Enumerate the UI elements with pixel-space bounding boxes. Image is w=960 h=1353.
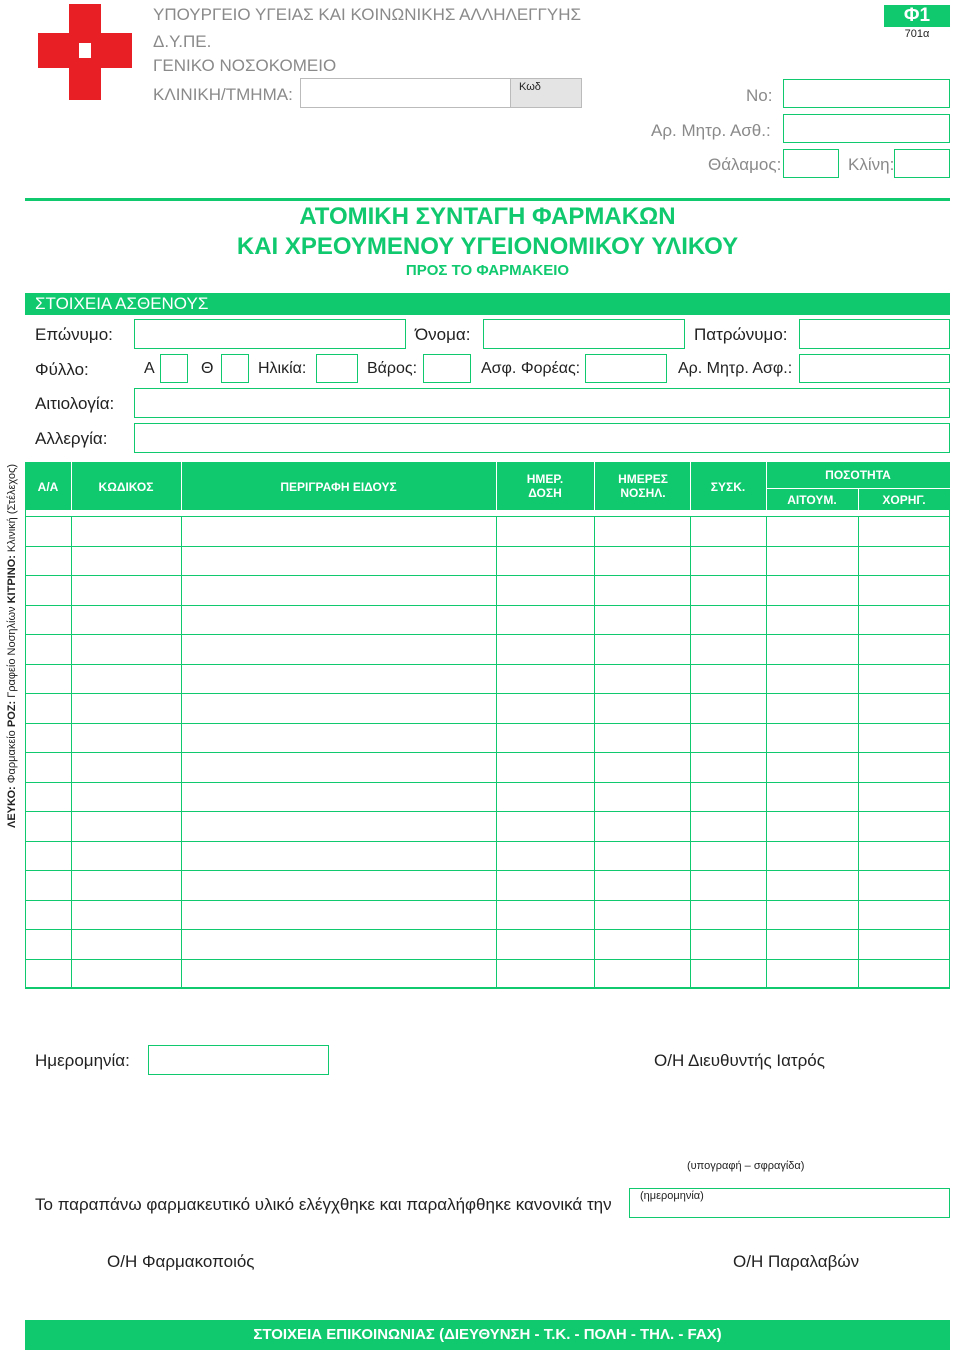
female-checkbox[interactable] <box>221 354 249 383</box>
reason-label: Αιτιολογία: <box>35 394 115 413</box>
sex-label: Φύλλο: <box>35 360 89 379</box>
contact-footer <box>25 1320 950 1350</box>
table-row <box>25 693 950 694</box>
title-line-1: ΑΤΟΜΙΚΗ ΣΥΝΤΑΓΗ ΦΑΡΜΑΚΩΝ <box>299 203 676 230</box>
col-aa: Α/Α <box>37 480 59 494</box>
table-row <box>25 664 950 665</box>
bed-label: Κλίνη: <box>848 155 895 174</box>
name-field[interactable] <box>483 319 685 349</box>
table-row <box>25 782 950 783</box>
clinic-code-field[interactable] <box>510 78 582 108</box>
signature-note: (υπογραφή – σφραγίδα) <box>687 1160 805 1172</box>
clinic-label: ΚΛΙΝΙΚΗ/ΤΜΗΜΑ: <box>153 85 293 104</box>
red-cross-logo <box>38 4 132 100</box>
received-date-field[interactable] <box>629 1188 950 1218</box>
copies-yellow-label: ΚΙΤΡΙΝΟ: <box>6 555 18 604</box>
no-field[interactable] <box>783 79 950 108</box>
col-hosp-days: ΗΜΕΡΕΣ ΝΟΣΗΛ. <box>618 472 668 500</box>
title-top-rule <box>25 198 950 201</box>
copies-pink-label: ΡΟΖ: <box>6 700 18 728</box>
female-label: Θ <box>201 360 214 377</box>
date-field[interactable] <box>148 1045 329 1075</box>
table-row <box>25 900 950 901</box>
pharmacist-label: Ο/Η Φαρμακοποιός <box>107 1252 255 1271</box>
hospital-name: ΓΕΝΙΚΟ ΝΟΣΟΚΟΜΕΙΟ <box>153 56 337 75</box>
surname-label: Επώνυμο: <box>35 325 113 344</box>
patient-section-header <box>25 293 950 315</box>
male-label: Α <box>144 360 155 377</box>
form-badge-text: Φ1 <box>903 5 931 26</box>
col-code: ΚΩΔΙΚΟΣ <box>98 480 154 494</box>
reason-field[interactable] <box>134 388 950 418</box>
table-row <box>25 841 950 842</box>
no-label: Νο: <box>746 86 773 105</box>
dype-label: Δ.Υ.ΠΕ. <box>153 32 212 51</box>
header-divider <box>766 462 767 510</box>
table-row <box>25 723 950 724</box>
male-checkbox[interactable] <box>160 354 188 383</box>
surname-field[interactable] <box>134 319 406 349</box>
header-divider <box>858 488 859 510</box>
copies-note <box>6 376 18 916</box>
received-text: Το παραπάνω φαρμακευτικό υλικό ελέγχθηκε και παραλήφθηκε κανονικά την <box>35 1195 612 1214</box>
patient-reg-field[interactable] <box>783 114 950 143</box>
receiver-label: Ο/Η Παραλαβών <box>733 1252 860 1271</box>
bed-field[interactable] <box>894 149 950 178</box>
table-row <box>25 988 950 989</box>
clinic-code-label: Κωδ <box>519 81 541 93</box>
table-row <box>25 546 950 547</box>
table-row <box>25 752 950 753</box>
form-number: 701α <box>904 28 930 40</box>
header-divider <box>71 462 72 510</box>
col-description: ΠΕΡΙΓΡΑΦΗ ΕΙΔΟΥΣ <box>280 480 397 494</box>
table-row <box>25 516 950 517</box>
copies-white-text: Φαρμακείο <box>6 727 18 787</box>
table-row <box>25 634 950 635</box>
title-line-3: ΠΡΟΣ ΤΟ ΦΑΡΜΑΚΕΙΟ <box>405 262 570 279</box>
table-row <box>25 811 950 812</box>
form-badge <box>884 5 950 27</box>
col-daily-dose: ΗΜΕΡ. ΔΟΣΗ <box>526 472 564 500</box>
weight-label: Βάρος: <box>367 360 418 377</box>
col-dispensed: ΧΟΡΗΓ. <box>882 493 926 507</box>
insurer-label: Ασφ. Φορέας: <box>481 360 581 377</box>
weight-field[interactable] <box>423 354 471 383</box>
copies-white-label: ΛΕΥΚΟ: <box>6 786 18 828</box>
contact-footer-text: ΣΤΟΙΧΕΙΑ ΕΠΙΚΟΙΝΩΝΙΑΣ (ΔΙΕΥΘΥΝΣΗ - Τ.Κ. - ΠΟΛΗ - ΤΗΛ. - FAX) <box>253 1326 722 1343</box>
copies-yellow-text: Κλινική (Στέλεχος) <box>6 464 18 556</box>
header-divider <box>690 462 691 510</box>
insurer-field[interactable] <box>585 354 667 383</box>
header-divider <box>496 462 497 510</box>
copies-pink-text: Γραφείο Νοσηλίων <box>6 603 18 701</box>
col-package: ΣΥΣΚ. <box>710 480 746 494</box>
col-requested: ΑΙΤΟΥΜ. <box>787 493 837 507</box>
name-label: Όνομα: <box>415 325 471 344</box>
father-label: Πατρώνυμο: <box>694 325 788 344</box>
table-row <box>25 929 950 930</box>
patient-reg-label: Αρ. Μητρ. Ασθ.: <box>651 121 771 140</box>
col-quantity: ΠΟΣΟΤΗΤΑ <box>825 468 891 482</box>
table-row <box>25 575 950 576</box>
table-row <box>25 605 950 606</box>
director-label: Ο/Η Διευθυντής Ιατρός <box>654 1051 825 1070</box>
age-field[interactable] <box>316 354 358 383</box>
insurance-no-field[interactable] <box>799 354 950 383</box>
age-label: Ηλικία: <box>258 360 307 377</box>
allergy-label: Αλλεργία: <box>35 429 108 448</box>
clinic-field[interactable] <box>300 78 512 108</box>
patient-section-title: ΣΤΟΙΧΕΙΑ ΑΣΘΕΝΟΥΣ <box>35 294 209 313</box>
father-field[interactable] <box>799 319 950 349</box>
header-divider <box>181 462 182 510</box>
table-row <box>25 870 950 871</box>
items-table <box>25 462 950 988</box>
room-field[interactable] <box>783 149 839 178</box>
insurance-no-label: Αρ. Μητρ. Ασφ.: <box>678 360 793 377</box>
allergy-field[interactable] <box>134 423 950 453</box>
ministry-name: ΥΠΟΥΡΓΕΙΟ ΥΓΕΙΑΣ ΚΑΙ ΚΟΙΝΩΝΙΚΗΣ ΑΛΛΗΛΕΓΓΥΗΣ <box>153 5 582 24</box>
table-row <box>25 959 950 960</box>
date-label: Ημερομηνία: <box>35 1051 130 1070</box>
header-divider <box>766 488 950 489</box>
title-line-2: ΚΑΙ ΧΡΕΟΥΜΕΝΟΥ ΥΓΕΙΟΝΟΜΙΚΟΥ ΥΛΙΚΟΥ <box>236 233 739 260</box>
room-label: Θάλαμος: <box>708 155 782 174</box>
received-date-hint: (ημερομηνία) <box>640 1190 704 1202</box>
header-divider <box>594 462 595 510</box>
